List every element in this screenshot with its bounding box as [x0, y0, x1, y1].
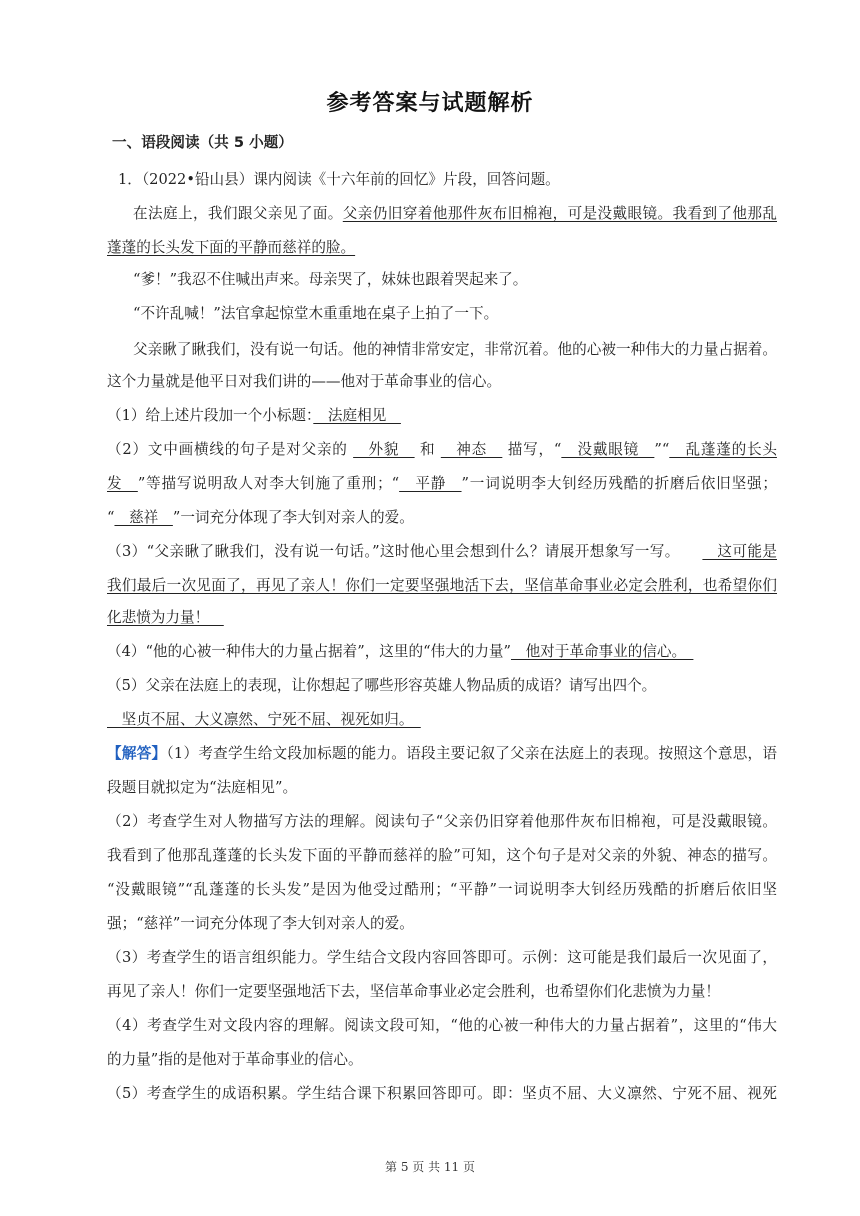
- passage-line: 在法庭上，我们跟父亲见了面。父亲仍旧穿着他那件灰布旧棉袍，可是没戴眼镜。我看到了他那乱: [133, 205, 777, 222]
- answer-blank: 这可能是: [702, 543, 777, 560]
- sub-question-3: [107, 608, 777, 628]
- answer-blank: 我们最后一次见面了，再见了亲人！你们一定要坚强地活下去，坚信革命事业必定会胜利，也希望你们: [107, 577, 777, 594]
- page-number-footer: 第 5 页 共 11 页: [385, 1160, 475, 1174]
- answer-blank: 法庭相见: [313, 407, 401, 424]
- answer-blank: 他对于革命事业的信心。: [510, 643, 694, 660]
- analysis-line: 强；“慈祥”一词充分体现了李大钊对亲人的爱。: [107, 915, 414, 932]
- answer-blank: 外貌: [353, 441, 415, 458]
- answer-blank: 化悲愤为力量！: [107, 609, 224, 626]
- passage-line: “爹！”我忍不住喊出声来。母亲哭了，妹妹也跟着哭起来了。: [133, 271, 528, 288]
- passage-line: [107, 238, 777, 258]
- analysis-line: （2）考查学生对人物描写方法的理解。阅读句子“父亲仍旧穿着他那件灰布旧棉袍，可是没戴眼镜。: [107, 813, 777, 830]
- analysis-line: 我看到了他那乱蓬蓬的长头发下面的平静而慈祥的脸”可知，这个句子是对父亲的外貌、神态的描写。: [107, 847, 777, 864]
- question-intro: 1．（2022•铅山县）课内阅读《十六年前的回忆》片段，回答问题。: [118, 171, 560, 188]
- sub-question-2: 发 ”等描写说明敌人对李大钊施了重刑；“ 平静 ”一词说明李大钊经历残酷的折磨后依旧坚强；: [107, 475, 777, 492]
- answer-blank: 发: [107, 475, 138, 492]
- analysis-line: 的力量”指的是他对于革命事业的信心。: [107, 1051, 363, 1068]
- sub-question-5-answer: [107, 710, 777, 730]
- answer-blank: 没戴眼镜: [561, 441, 655, 458]
- passage-line: 父亲瞅了瞅我们，没有说一句话。他的神情非常安定，非常沉着。他的心被一种伟大的力量占据着。: [133, 341, 777, 358]
- underlined-sentence: 蓬蓬的长头发下面的平静而慈祥的脸。: [107, 239, 356, 256]
- answer-blank: 神态: [440, 441, 503, 458]
- analysis-line: 再见了亲人！你们一定要坚强地活下去，坚信革命事业必定会胜利，也希望你们化悲愤为力量！: [107, 983, 720, 1000]
- analysis-line: 【解答】（1）考查学生给文段加标题的能力。语段主要记叙了父亲在法庭上的表现。按照这个意思，语: [107, 745, 777, 762]
- sub-question-5: （5）父亲在法庭上的表现，让你想起了哪些形容英雄人物品质的成语？请写出四个。: [107, 677, 657, 694]
- analysis-line: （3）考查学生的语言组织能力。学生结合文段内容回答即可。示例：这可能是我们最后一次见面了，: [107, 949, 777, 966]
- analysis-line: （4）考查学生对文段内容的理解。阅读文段可知，“他的心被一种伟大的力量占据着”，这里的“伟大: [107, 1017, 777, 1034]
- underlined-sentence: 父亲仍旧穿着他那件灰布旧棉袍，可是没戴眼镜。我看到了他那乱: [342, 205, 777, 222]
- page-title: 参考答案与试题解析: [326, 91, 534, 116]
- analysis-line: （5）考查学生的成语积累。学生结合课下积累回答即可。即：坚贞不屈、大义凛然、宁死不屈、视死: [107, 1085, 777, 1102]
- sub-question-3: （3）“父亲瞅了瞅我们，没有说一句话。”这时他心里会想到什么？请展开想象写一写。 这可能是: [107, 543, 777, 560]
- answer-blank: 坚贞不屈、大义凛然、宁死不屈、视死如归。: [107, 711, 421, 728]
- analysis-label: 【解答】: [107, 745, 167, 762]
- sub-question-3: [107, 576, 777, 596]
- passage-line: “不许乱喊！”法官拿起惊堂木重重地在桌子上拍了一下。: [133, 305, 499, 322]
- answer-blank: 乱蓬蓬的长头: [669, 441, 777, 458]
- answer-blank: 慈祥: [114, 509, 173, 526]
- passage-line: 这个力量就是他平日对我们讲的——他对于革命事业的信心。: [107, 373, 502, 390]
- sub-question-2: “ 慈祥 ”一词充分体现了李大钊对亲人的爱。: [107, 509, 414, 526]
- answer-blank: 平静: [399, 475, 462, 492]
- analysis-line: “没戴眼镜”“乱蓬蓬的长头发”是因为他受过酷刑；“平静”一词说明李大钊经历残酷的折磨后依旧坚: [107, 881, 777, 898]
- section-heading: 一、语段阅读（共 5 小题）: [112, 134, 293, 151]
- sub-question-2: （2）文中画横线的句子是对父亲的 外貌 和 神态 描写，“ 没戴眼镜 ”“ 乱蓬蓬的长头: [107, 441, 777, 458]
- analysis-line: 段题目就拟定为“法庭相见”。: [107, 779, 298, 796]
- sub-question-4: （4）“他的心被一种伟大的力量占据着”，这里的“伟大的力量” 他对于革命事业的信心。: [107, 643, 694, 660]
- sub-question-1: （1）给上述片段加一个小标题： 法庭相见: [107, 407, 401, 424]
